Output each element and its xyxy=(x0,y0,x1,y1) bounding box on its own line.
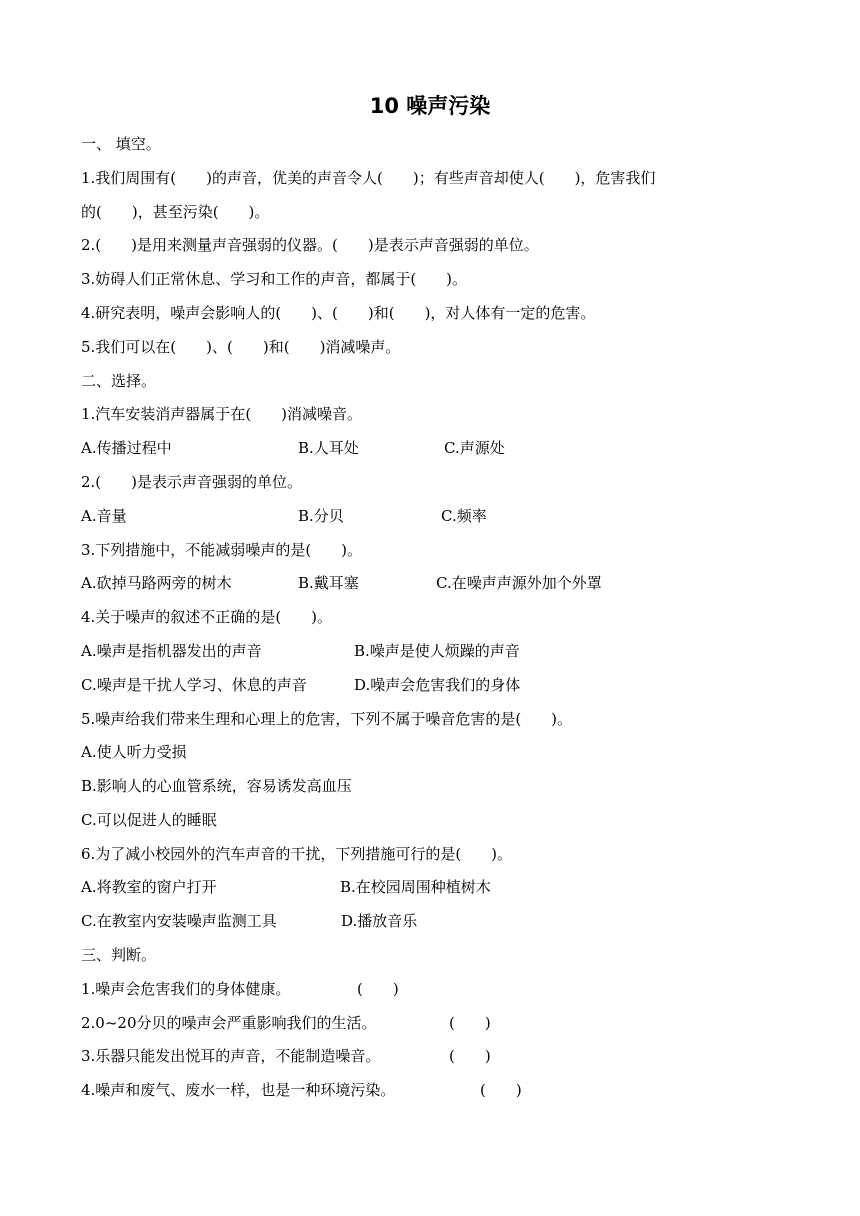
page-title: 10 噪声污染 xyxy=(369,94,491,118)
judge-1-answer-blank: ( ) xyxy=(357,980,399,998)
choice-5-option-a: A.使人听力受损 xyxy=(81,743,187,761)
judge-2-answer-blank: ( ) xyxy=(449,1014,491,1032)
fill-question-1-line-1: 1.我们周围有( )的声音，优美的声音令人( )；有些声音却使人( )，危害我们 xyxy=(81,169,656,187)
choice-question-2: 2.( )是表示声音强弱的单位。 xyxy=(81,473,303,491)
choice-question-5: 5.噪声给我们带来生理和心理上的危害，下列不属于噪音危害的是( )。 xyxy=(81,710,573,728)
judge-question-2: 2.0~20分贝的噪声会严重影响我们的生活。 xyxy=(81,1014,377,1032)
choice-4-option-d: D.噪声会危害我们的身体 xyxy=(354,676,521,694)
choice-question-6: 6.为了减小校园外的汽车声音的干扰，下列措施可行的是( )。 xyxy=(81,845,513,863)
fill-question-1-line-2: 的( )，甚至污染( )。 xyxy=(81,203,270,221)
judge-3-answer-blank: ( ) xyxy=(449,1047,491,1065)
choice-2-option-a: A.音量 xyxy=(81,507,127,525)
choice-1-option-c: C.声源处 xyxy=(444,439,505,457)
choice-3-option-a: A.砍掉马路两旁的树木 xyxy=(81,574,232,592)
choice-6-option-c: C.在教室内安装噪声监测工具 xyxy=(81,912,277,930)
choice-4-option-b: B.噪声是使人烦躁的声音 xyxy=(354,642,520,660)
judge-question-4: 4.噪声和废气、废水一样，也是一种环境污染。 xyxy=(81,1081,396,1099)
choice-1-option-b: B.人耳处 xyxy=(298,439,359,457)
judge-question-3: 3.乐器只能发出悦耳的声音，不能制造噪音。 xyxy=(81,1047,381,1065)
choice-question-1: 1.汽车安装消声器属于在( )消减噪音。 xyxy=(81,405,363,423)
choice-3-option-c: C.在噪声声源外加个外罩 xyxy=(436,574,602,592)
choice-6-option-a: A.将教室的窗户打开 xyxy=(81,878,217,896)
choice-5-option-b: B.影响人的心血管系统，容易诱发高血压 xyxy=(81,777,352,795)
choice-4-option-a: A.噪声是指机器发出的声音 xyxy=(81,642,262,660)
fill-question-4: 4.研究表明，噪声会影响人的( )、( )和( )，对人体有一定的危害。 xyxy=(81,304,596,322)
judge-question-1: 1.噪声会危害我们的身体健康。 xyxy=(81,980,291,998)
fill-question-5: 5.我们可以在( )、( )和( )消减噪声。 xyxy=(81,338,401,356)
section-heading-choice: 二、选择。 xyxy=(81,372,157,390)
fill-question-3: 3.妨碍人们正常休息、学习和工作的声音，都属于( )。 xyxy=(81,270,468,288)
section-heading-judge: 三、判断。 xyxy=(81,946,157,964)
judge-4-answer-blank: ( ) xyxy=(480,1081,522,1099)
choice-5-option-c: C.可以促进人的睡眠 xyxy=(81,811,217,829)
choice-3-option-b: B.戴耳塞 xyxy=(298,574,359,592)
choice-6-option-b: B.在校园周围种植树木 xyxy=(340,878,491,896)
choice-1-option-a: A.传播过程中 xyxy=(81,439,172,457)
choice-6-option-d: D.播放音乐 xyxy=(341,912,418,930)
choice-question-3: 3.下列措施中，不能减弱噪声的是( )。 xyxy=(81,541,363,559)
choice-2-option-c: C.频率 xyxy=(441,507,487,525)
fill-question-2: 2.( )是用来测量声音强弱的仪器。( )是表示声音强弱的单位。 xyxy=(81,236,539,254)
choice-4-option-c: C.噪声是干扰人学习、休息的声音 xyxy=(81,676,307,694)
choice-question-4: 4.关于噪声的叙述不正确的是( )。 xyxy=(81,608,333,626)
section-heading-fill-blank: 一、 填空。 xyxy=(81,135,161,153)
choice-2-option-b: B.分贝 xyxy=(298,507,344,525)
